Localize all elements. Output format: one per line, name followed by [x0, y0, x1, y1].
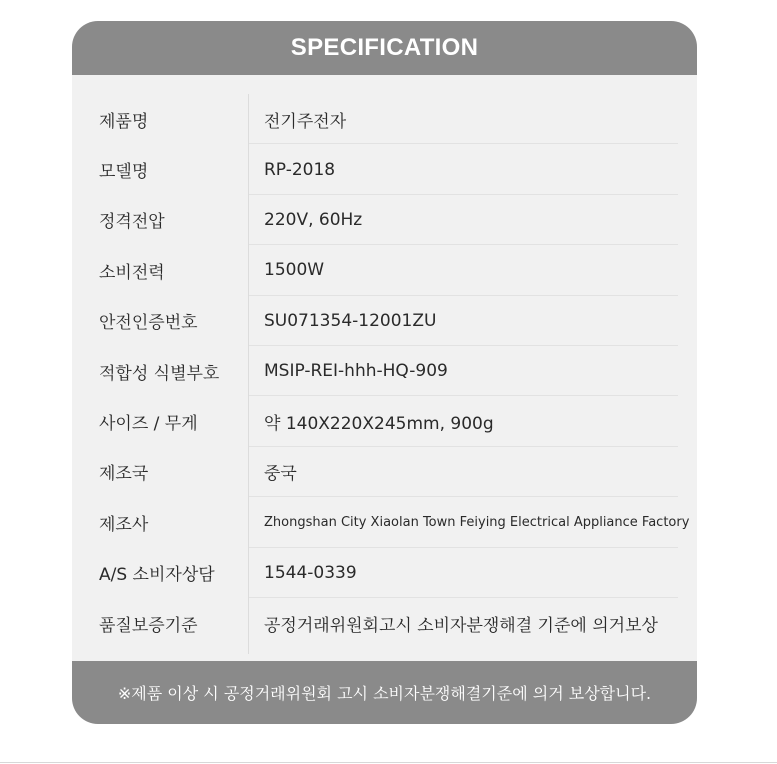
- spec-row-manufacturer: [72, 497, 697, 547]
- footer-notice: ※제품 이상 시 공정거래위원회 고시 소비자분쟁해결기준에 의거 보상합니다.: [117, 684, 652, 703]
- spec-value: 중국: [264, 464, 297, 485]
- spec-header: [72, 21, 697, 75]
- spec-label: 정격전압: [99, 212, 165, 233]
- spec-value: 약 140X220X245mm, 900g: [264, 414, 494, 435]
- spec-row-power-consumption: [72, 245, 697, 295]
- spec-label: 모델명: [99, 162, 149, 183]
- spec-value: MSIP-REI-hhh-HQ-909: [264, 361, 448, 382]
- spec-value: 전기주전자: [264, 111, 347, 132]
- spec-card: [72, 21, 697, 724]
- page-divider: [0, 762, 777, 763]
- spec-row-product-name: [72, 94, 697, 144]
- spec-value: RP-2018: [264, 159, 336, 180]
- spec-table: [72, 94, 697, 648]
- spec-row-model-name: [72, 144, 697, 194]
- spec-label: 제조국: [99, 464, 149, 485]
- spec-row-country: [72, 447, 697, 497]
- spec-label: 품질보증기준: [99, 615, 198, 636]
- spec-value: 1500W: [264, 260, 325, 281]
- spec-title: SPECIFICATION: [290, 34, 479, 61]
- spec-row-as-contact: [72, 548, 697, 598]
- spec-footer: [72, 661, 697, 724]
- spec-label: 소비전력: [99, 262, 165, 283]
- spec-label: 제품명: [99, 111, 149, 132]
- spec-label: 적합성 식별부호: [99, 363, 220, 384]
- spec-label: 안전인증번호: [99, 313, 198, 334]
- spec-row-conformity-id: [72, 346, 697, 396]
- spec-label: 사이즈 / 무게: [99, 414, 198, 435]
- spec-value: Zhongshan City Xiaolan Town Feiying Electrical Appliance Factory: [264, 514, 690, 530]
- spec-row-safety-cert: [72, 296, 697, 346]
- spec-label: A/S 소비자상담: [99, 565, 215, 586]
- spec-row-rated-voltage: [72, 195, 697, 245]
- spec-row-size-weight: [72, 396, 697, 446]
- spec-row-warranty: [72, 598, 697, 648]
- spec-value: 1544-0339: [264, 562, 357, 583]
- spec-value: 공정거래위원회고시 소비자분쟁해결 기준에 의거보상: [264, 615, 658, 636]
- spec-value: SU071354-12001ZU: [264, 310, 437, 331]
- spec-label: 제조사: [99, 514, 149, 535]
- spec-value: 220V, 60Hz: [264, 209, 363, 230]
